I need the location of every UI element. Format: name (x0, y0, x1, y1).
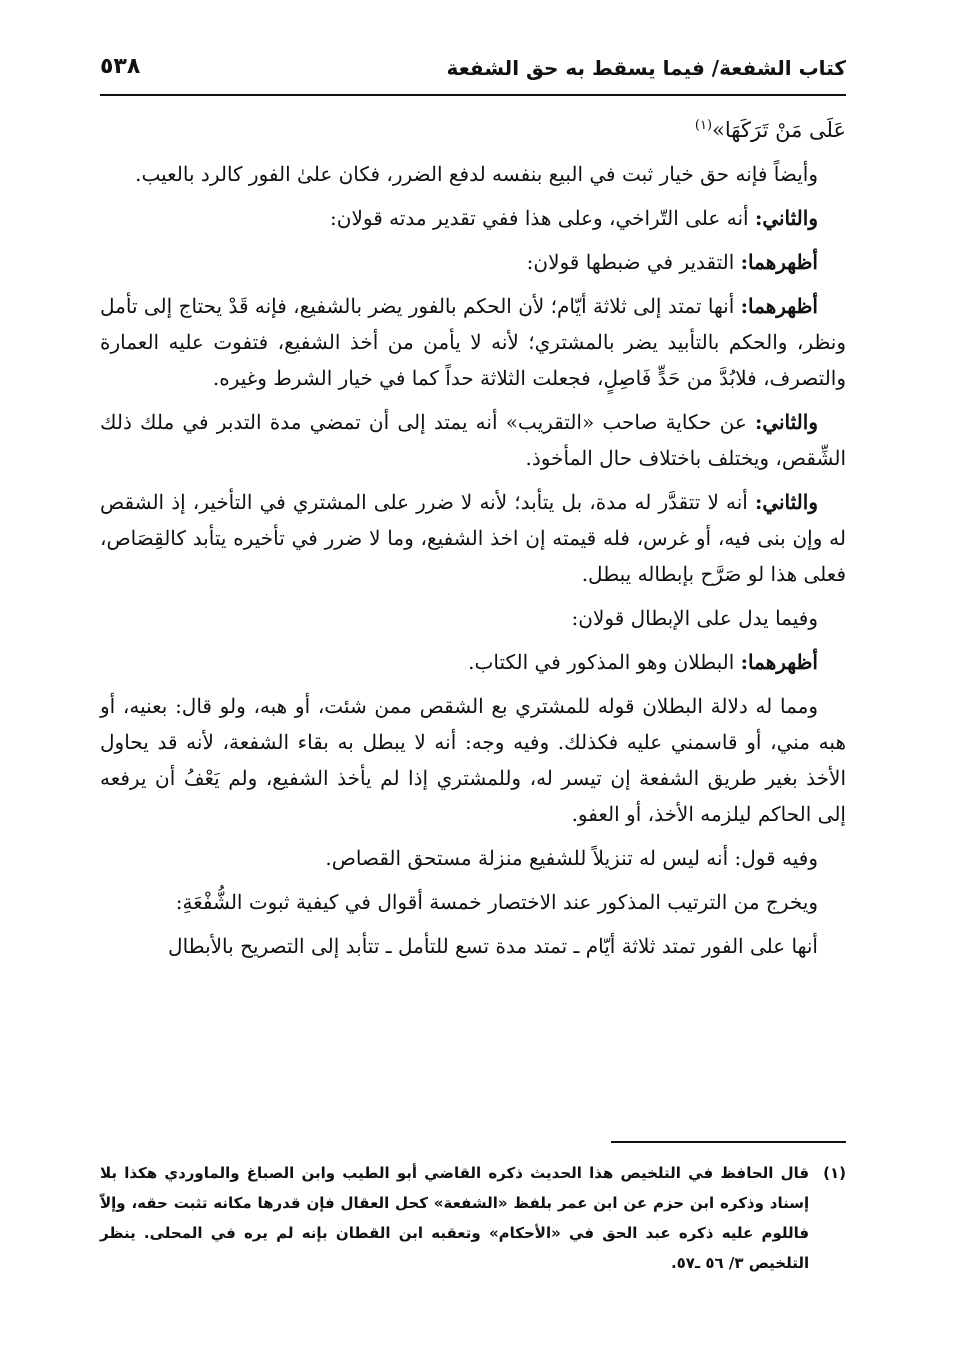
main-text (100, 108, 846, 972)
paragraph: وفيما يدل على الإبطال قولان: (571, 606, 818, 630)
hadith-quote: عَلَى مَنْ تَرَكَهَا» (712, 118, 846, 142)
paragraph-label: أظهرهما: (740, 650, 818, 674)
paragraph-label: والثاني: (754, 490, 818, 514)
paragraph (100, 644, 846, 680)
paragraph-text: عن حكاية صاحب «التقريب» أنه يمتد إلى أن تمضي مدة التدبر في ملك ذلك الشِّقص، ويختلف باختلاف حال المأخوذ. (100, 410, 846, 470)
running-header (100, 48, 846, 96)
hadith-quote-line (100, 108, 846, 148)
paragraph (100, 404, 846, 476)
paragraph-label: والثاني: (754, 206, 818, 230)
running-title: كتاب الشفعة/ فيما يسقط به حق الشفعة (446, 56, 846, 80)
paragraph: ويخرج من الترتيب المذكور عند الاختصار خمسة أقوال في كيفية ثبوت الشُّفْعَةِ: (175, 890, 818, 914)
paragraph-text: التقدير في ضبطها قولان: (526, 250, 741, 274)
footnote-reference[interactable]: (١) (694, 118, 713, 133)
paragraph-text: أنه على التّراخي، وعلى هذا ففي تقدير مدته قولان: (330, 206, 755, 230)
footnote-text: قال الحافظ في التلخيص هذا الحديث ذكره القاضي أبو الطيب وابن الصباغ والماوردي هكذا بلا إسناد وذكره ابن حزم عن ابن عمر بلفظ «الشفعة» كحل العقال فإن قدرها مكانه تثبت حقه، وإلاّ فاللوم عليه ذكره عبد الحق في «الأحكام» وتعقبه ابن القطان بإنه لم يره في المحلى. ينظر التلخيص ٣/ ٥٦ ـ٥٧. (100, 1164, 810, 1272)
paragraph-label: والثاني: (754, 410, 818, 434)
paragraph: وأيضاً فإنه حق خيار ثبت في البيع بنفسه لدفع الضرر، فكان علىٰ الفور كالرد بالعيب. (135, 162, 818, 186)
paragraph: أنها على الفور تمتد ثلاثة أيّام ـ تمتد مدة تسع للتأمل ـ تتأبد إلى التصريح بالأبطال (168, 934, 818, 958)
paragraph: وفيه قول: أنه ليس له تنزيلاً للشفيع منزلة مستحق القصاص. (325, 846, 818, 870)
paragraph-label: أظهرهما: (740, 250, 818, 274)
paragraph: ومما له دلالة البطلان قوله للمشتري بع الشقص ممن شئت، أو هبه، ولو قال: بعنيه، أو هبه مني، أو قاسمني عليه فكذلك. وفيه وجه: أنه لا يبطل به بقاء الشفعة، لأنه قد يحاول الأخذ بغير طريق الشفعة إن تيسر له، وللمشتري إذا لم يأخذ الشفيع، ولم يَعْفُ أن يرفعه إلى الحاكم ليلزمه الأخذ، أو العفو. (100, 694, 846, 826)
paragraph-text: أنها تمتد إلى ثلاثة أيّام؛ لأن الحكم بالفور يضر بالشفيع، فإنه قَدْ يحتاج إلى تأمل ونظر، والحكم بالتأبيد يضر بالمشتري؛ لأنه لا يأمن من أخذ الشفيع، فتفوت عليه العمارة والتصرف، فلابُدَّ من حَدٍّ فَاصِلٍ، فجعلت الثلاثة حداً كما في خيار الشرط وغيره. (100, 294, 846, 390)
paragraph (100, 484, 846, 592)
page-number: ٥٣٨ (100, 54, 141, 79)
paragraph-text: أنه لا تتقدَّر له مدة، بل يتأبد؛ لأنه لا ضرر على المشتري في التأخير، إذ الشقص له وإن بنى فيه، أو غرس، فله قيمته إن اخذ الشفيع، وما لا ضرر في تأخيره يتأبد كالقِصَاص، فعلى هذا لو صَرَّح بإبطاله يبطل. (100, 490, 846, 586)
footnote (100, 1158, 846, 1278)
paragraph-text: البطلان وهو المذكور في الكتاب. (468, 650, 741, 674)
paragraph (100, 244, 846, 280)
paragraph (100, 200, 846, 236)
footnote-divider (611, 1141, 846, 1143)
paragraph (100, 288, 846, 396)
paragraph-label: أظهرهما: (740, 294, 818, 318)
footnote-number: (١) (823, 1164, 846, 1182)
